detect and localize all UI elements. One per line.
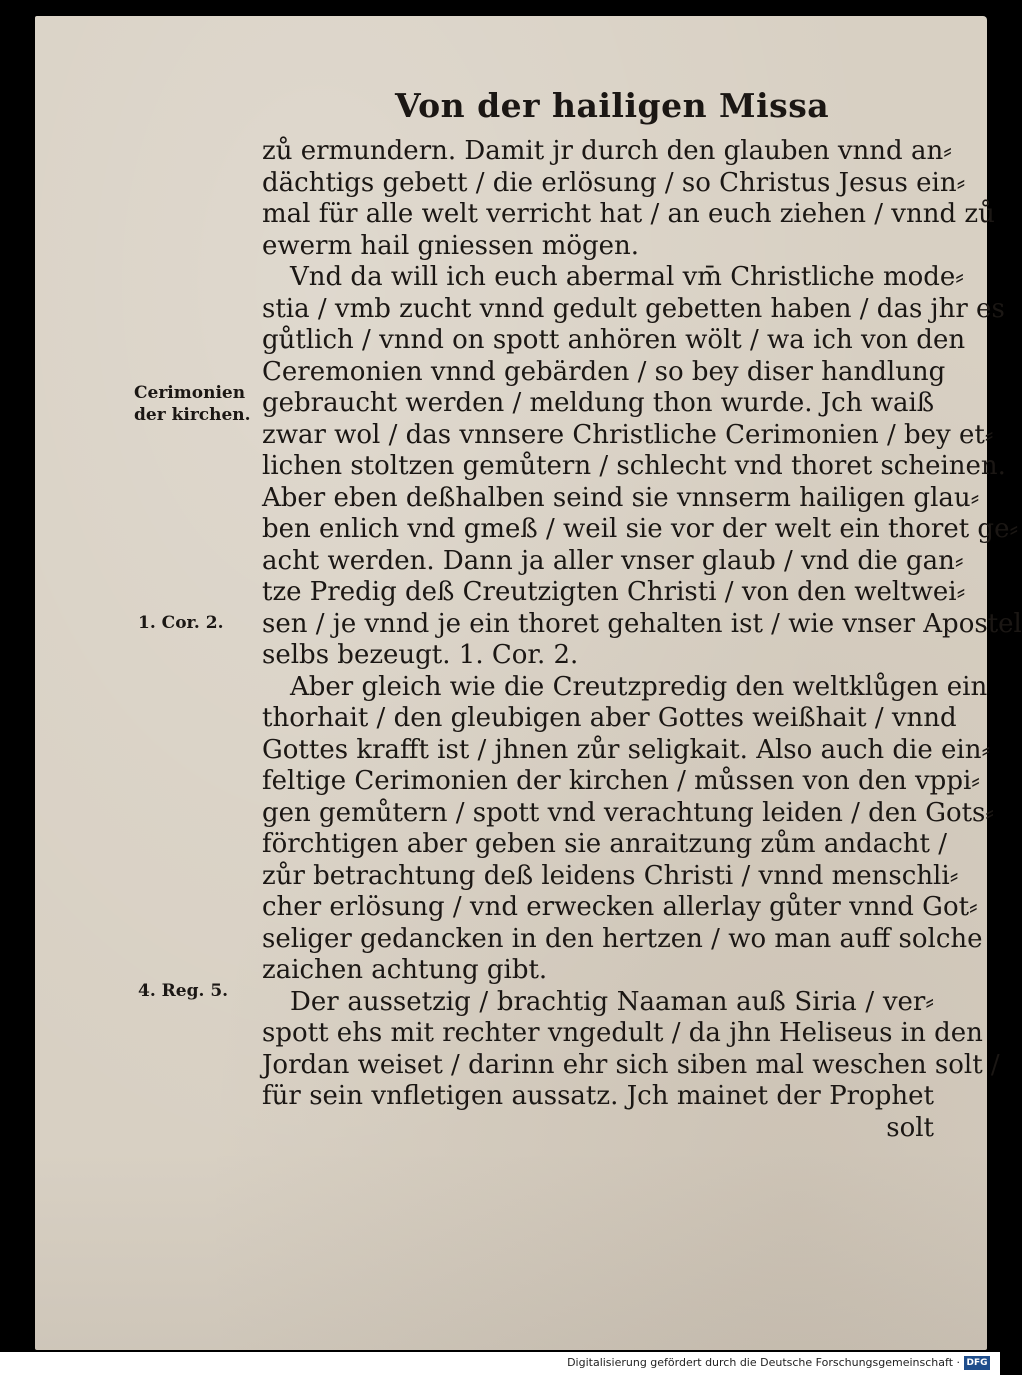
margin-note-cerimonien bbox=[134, 382, 251, 426]
text-line: zůr betrachtung deß leidens Christi / vnnd menschli⸗ bbox=[262, 860, 959, 891]
text-line: mal für alle welt verricht hat / an euch ziehen / vnnd zů bbox=[262, 199, 995, 229]
margin-note-line: Cerimonien bbox=[134, 383, 246, 403]
text-line: Jordan weiset / darinn ehr sich siben mal weschen solt / bbox=[262, 1049, 1000, 1080]
text-line: gen gemůtern / spott vnd verachtung leiden / den Gots⸗ bbox=[262, 797, 995, 828]
text-line: lichen stoltzen gemůtern / schlecht vnd thoret scheinen. bbox=[262, 451, 1006, 481]
text-line: zwar wol / das vnnsere Christliche Cerimonien / bey et⸗ bbox=[262, 419, 994, 450]
text-line: ben enlich vnd gmeß / weil sie vor der welt ein thoret ge⸗ bbox=[262, 514, 1019, 544]
text-line: feltige Cerimonien der kirchen / můssen von den vppi⸗ bbox=[262, 766, 980, 796]
text-line: für sein vnfletigen aussatz. Jch mainet der Prophet bbox=[262, 1081, 934, 1111]
text-line: förchtigen aber geben sie anraitzung zům andacht / bbox=[262, 829, 947, 859]
footer-credit: Digitalisierung gefördert durch die Deutsche Forschungsgemeinschaft · bbox=[567, 1356, 960, 1369]
catchword: solt bbox=[886, 1112, 934, 1143]
text-line: acht werden. Dann ja aller vnser glaub / vnd die gan⸗ bbox=[262, 545, 964, 576]
footer-bar bbox=[0, 1352, 1000, 1375]
margin-note-line: der kirchen. bbox=[134, 405, 251, 425]
text-line: zaichen achtung gibt. bbox=[262, 955, 548, 985]
text-line: spott ehs mit rechter vngedult / da jhn Heliseus in den bbox=[262, 1018, 983, 1048]
margin-note-reg: 4. Reg. 5. bbox=[138, 981, 229, 1001]
text-line: gebraucht werden / meldung thon wurde. Jch waiß bbox=[262, 388, 935, 418]
text-line: Gottes krafft ist / jhnen zůr seligkait. Also auch die ein⸗ bbox=[262, 734, 991, 765]
text-line: Vnd da will ich euch abermal vm̄ Christliche mode⸗ bbox=[290, 262, 964, 292]
text-line: cher erlösung / vnd erwecken allerlay gůter vnnd Got⸗ bbox=[262, 892, 978, 922]
text-line: zů ermundern. Damit jr durch den glauben vnnd an⸗ bbox=[262, 136, 952, 166]
text-line: Ceremonien vnnd gebärden / so bey diser handlung bbox=[262, 356, 946, 387]
text-line: selbs bezeugt. 1. Cor. 2. bbox=[262, 640, 579, 670]
body-text bbox=[262, 136, 1022, 1144]
text-line: Der aussetzig / brachtig Naaman auß Siria / ver⸗ bbox=[290, 986, 934, 1017]
text-line: seliger gedancken in den hertzen / wo man auff solche bbox=[262, 923, 983, 954]
text-line: thorhait / den gleubigen aber Gottes weißhait / vnnd bbox=[262, 703, 957, 733]
text-line: tze Predig deß Creutzigten Christi / von den weltwei⸗ bbox=[262, 577, 966, 607]
text-line: Aber eben deßhalben seind sie vnnserm hailigen glau⸗ bbox=[262, 482, 980, 513]
running-header: Von der hailigen Missa bbox=[395, 86, 830, 125]
text-line: gůtlich / vnnd on spott anhören wölt / wa ich von den bbox=[262, 325, 966, 355]
dfg-logo: DFG bbox=[964, 1356, 990, 1370]
text-line: stia / vmb zucht vnnd gedult gebetten haben / das jhr es bbox=[262, 293, 1005, 324]
page-shading bbox=[35, 1150, 987, 1350]
text-line: Aber gleich wie die Creutzpredig den weltklůgen ein bbox=[290, 671, 988, 702]
text-line: ewerm hail gniessen mögen. bbox=[262, 230, 640, 261]
text-line: dächtigs gebett / die erlösung / so Christus Jesus ein⸗ bbox=[262, 167, 966, 198]
text-line: sen / je vnnd je ein thoret gehalten ist / wie vnser Apostel bbox=[262, 608, 1022, 639]
margin-note-cor: 1. Cor. 2. bbox=[138, 613, 224, 633]
